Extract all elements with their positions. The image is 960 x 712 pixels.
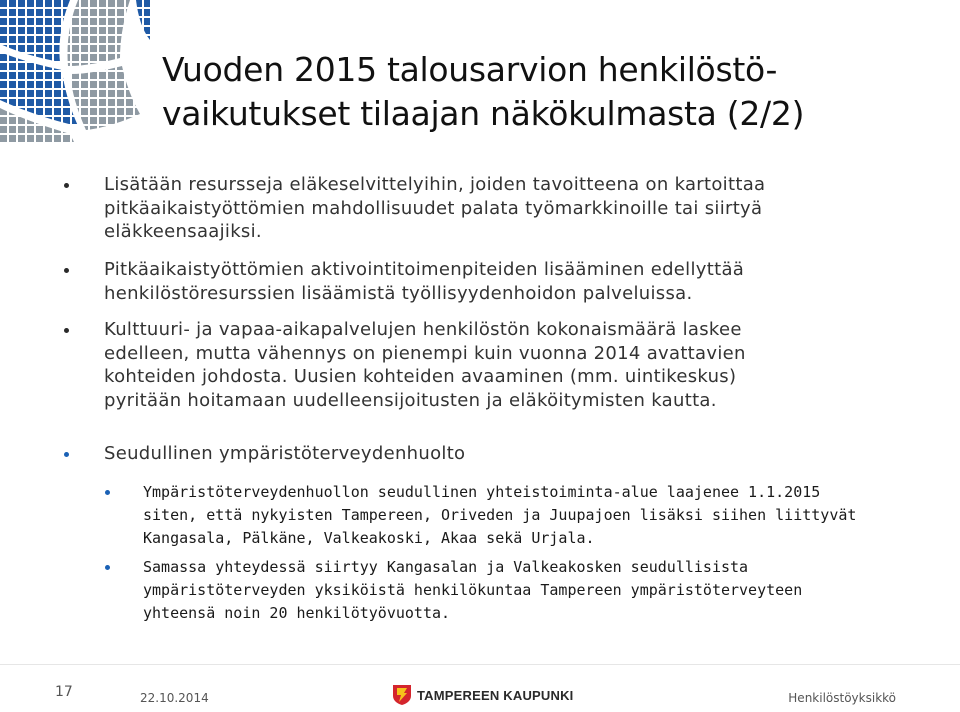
bullet-text-line: eläkkeensaajiksi. <box>104 221 262 242</box>
bullet-text-line: kohteiden johdosta. Uusien kohteiden avaaminen (mm. uintikeskus) <box>104 366 737 387</box>
slide-title-line-1: Vuoden 2015 talousarvion henkilöstö- <box>162 50 778 89</box>
blue-wave-grid-logo-icon <box>0 0 150 142</box>
sub-bullet-text-line: Kangasala, Pälkäne, Valkeakoski, Akaa sekä Urjala. <box>143 529 595 547</box>
city-logo <box>392 684 573 706</box>
sub-bullet-dot-icon <box>105 565 110 570</box>
bullet-item <box>104 258 924 305</box>
bullet-dot-icon <box>64 328 69 333</box>
sub-bullet-text-line: siten, että nykyisten Tampereen, Oriveden ja Juupajoen lisäksi siihen liittyvät <box>143 506 857 524</box>
sub-bullet-item <box>143 556 923 625</box>
slide-title <box>162 48 922 136</box>
sub-bullet-text-line: yhteensä noin 20 henkilötyövuotta. <box>143 604 451 622</box>
bullet-text-line: edelleen, mutta vähennys on pienempi kuin vuonna 2014 avattavien <box>104 342 746 364</box>
bullet-item <box>104 173 924 244</box>
page-number: 17 <box>55 684 73 700</box>
bullet-text-line: pyritään hoitamaan uudelleensijoitusten ja eläköitymisten kautta. <box>104 389 717 411</box>
sub-bullet-text-line: ympäristöterveyden yksiköistä henkilökuntaa Tampereen ympäristöterveyteen <box>143 581 803 599</box>
city-name: TAMPEREEN KAUPUNKI <box>417 687 574 703</box>
tampere-crest-icon <box>392 684 412 706</box>
bullet-text-line: pitkäaikaistyöttömien mahdollisuudet palata työmarkkinoille tai siirtyä <box>104 197 763 219</box>
footer-date: 22.10.2014 <box>140 691 209 705</box>
footer-divider <box>0 664 960 665</box>
bullet-dot-icon <box>64 268 69 273</box>
footer-unit: Henkilöstöyksikkö <box>788 691 896 705</box>
bullet-text-line: henkilöstöresurssien lisäämistä työllisyydenhoidon palveluissa. <box>104 282 693 304</box>
sub-bullet-dot-icon <box>105 490 110 495</box>
slide-title-line-2: vaikutukset tilaajan näkökulmasta (2/2) <box>162 94 805 133</box>
sub-bullet-text-line: Samassa yhteydessä siirtyy Kangasalan ja Valkeakosken seudullisista <box>143 558 749 576</box>
sub-bullet-item <box>143 481 923 550</box>
bullet-dot-icon <box>64 452 69 457</box>
bullet-item <box>104 318 924 412</box>
bullet-item <box>104 442 924 466</box>
bullet-dot-icon <box>64 183 69 188</box>
bullet-text-line: Seudullinen ympäristöterveydenhuolto <box>104 443 466 464</box>
bullet-text-line: Pitkäaikaistyöttömien aktivointitoimenpiteiden lisääminen edellyttää <box>104 259 745 280</box>
bullet-text-line: Kulttuuri- ja vapaa-aikapalvelujen henkilöstön kokonaismäärä laskee <box>104 319 742 340</box>
bullet-text-line: Lisätään resursseja eläkeselvittelyihin, joiden tavoitteena on kartoittaa <box>104 174 766 195</box>
sub-bullet-text-line: Ympäristöterveydenhuollon seudullinen yhteistoiminta-alue laajenee 1.1.2015 <box>143 483 821 501</box>
